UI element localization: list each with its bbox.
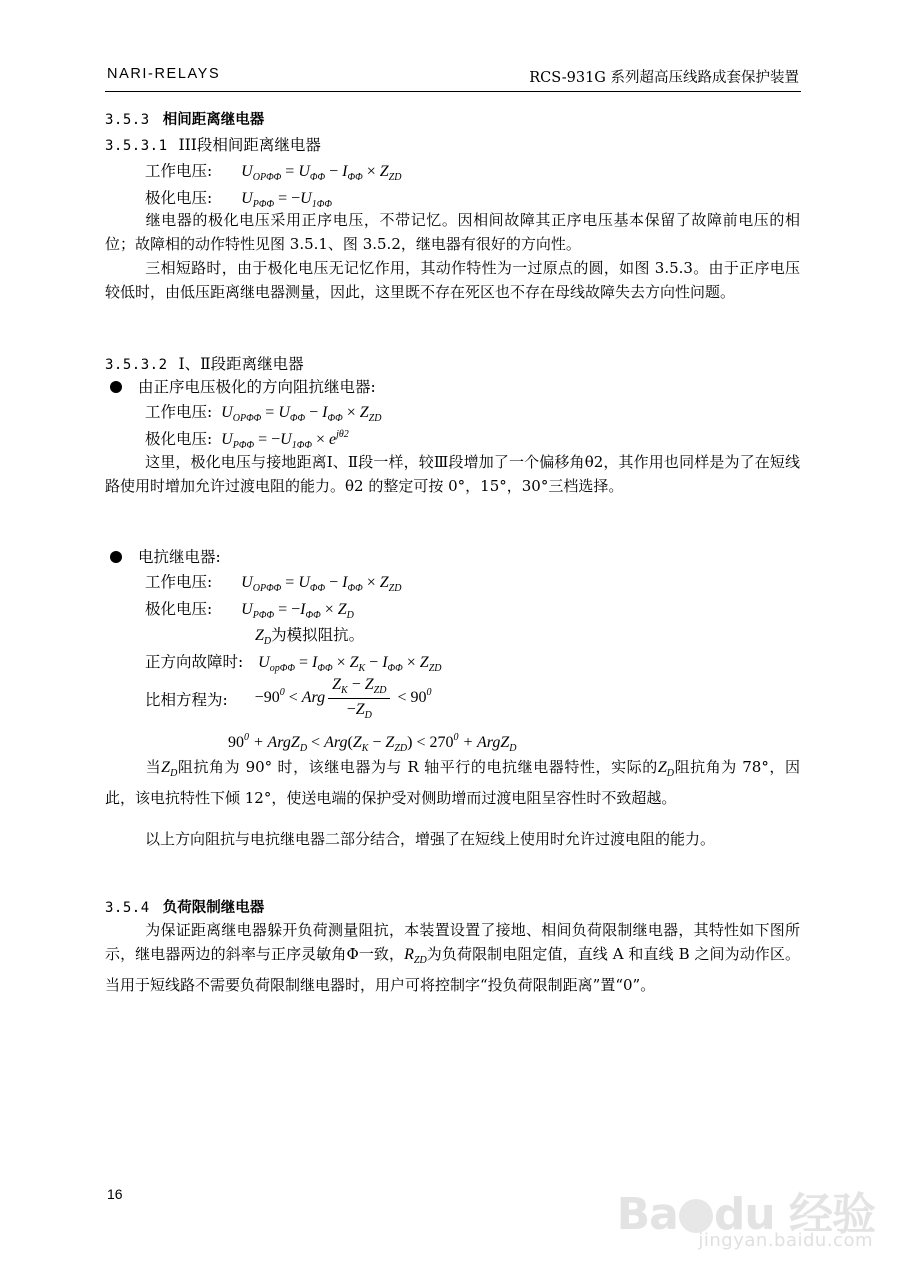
page-number: 16: [107, 1186, 123, 1202]
paragraph: 以上方向阻抗与电抗继电器二部分结合，增强了在短线上使用时允许过渡电阻的能力。: [145, 830, 716, 848]
formula-forward-fault: [145, 650, 442, 674]
watermark-logo: Ba du 经验: [616, 1189, 875, 1240]
formula-work-voltage-3: [145, 159, 401, 183]
section-number: 3.5.4: [105, 900, 150, 916]
formula-pol-voltage-3: [145, 186, 332, 210]
bullet-icon: [110, 551, 122, 563]
paw-icon: [679, 1199, 713, 1233]
header-right: RCS-931G 系列超高压线路成套保护装置: [529, 70, 799, 86]
paragraph: 这里，极化电压与接地距离Ⅰ、Ⅱ段一样，较Ⅲ段增加了一个偏移角θ2，其作用也同样是为了在短线路使用时增加允许过渡电阻的能力。θ2 的整定可按 0°，15°，30°三档选择。: [105, 453, 800, 495]
formula-work-voltage-12: [145, 400, 381, 424]
formula-label: 工作电压:: [145, 403, 213, 421]
section-title: 负荷限制继电器: [162, 900, 265, 916]
paragraph: 三相短路时，由于极化电压无记忆作用，其动作特性为一过原点的圆，如图 3.5.3。由于正序电压较低时，由低压距离继电器测量，因此，这里既不存在死区也不存在母线故障失去方向性问题。: [105, 259, 800, 301]
formula-expression: $U_{OP\Phi\Phi} = U_{\Phi\Phi} - I_{\Phi\Phi} \times Z_{ZD}$: [241, 163, 402, 183]
subsection-title: Ⅰ、Ⅱ段距离继电器: [178, 355, 304, 373]
formula-arg-range: [228, 732, 517, 754]
formula-label: 正方向故障时:: [145, 653, 244, 671]
section-number: 3.5.3: [105, 112, 150, 128]
section-heading-3-5-3: [105, 108, 264, 129]
formula-expression: $U_{OP\Phi\Phi} = U_{\Phi\Phi} - I_{\Phi\Phi} \times Z_{ZD}$: [221, 404, 382, 424]
formula-label: 极化电压:: [145, 600, 213, 618]
bullet-item: 电抗继电器:: [110, 545, 221, 567]
formula-reactance-work: [145, 570, 401, 594]
formula-reactance-pol: [145, 597, 354, 621]
formula-label: 比相方程为:: [145, 690, 228, 709]
formula-label: 工作电压:: [145, 573, 213, 591]
baidu-jingyan-watermark: [616, 1178, 875, 1251]
paragraph: 继电器的极化电压采用正序电压，不带记忆。因相间故障其正序电压基本保留了故障前电压的相位；故障相的动作特性见图 3.5.1、图 3.5.2，继电器有很好的方向性。: [105, 211, 800, 253]
bullet-icon: [110, 381, 122, 393]
formula-expression: $-90^0$ < Arg $\frac{Z_K - Z_{ZD}}{-Z_D}$ < $90^0$: [254, 676, 432, 721]
bullet-item: 由正序电压极化的方向阻抗继电器:: [110, 375, 376, 397]
paragraph: 当$Z_D$阻抗角为 90° 时，该继电器为与 R 轴平行的电抗继电器特性，实际的$Z_D$阻抗角为 78°，因此，该电抗特性下倾 12°，使送电端的保护受对侧助增而过渡电阻呈容性时不致超越。: [105, 758, 800, 807]
section-title: 相间距离继电器: [162, 112, 265, 128]
header-left: NARI-RELAYS: [107, 66, 221, 82]
formula-expression: $90^0$ + ArgZ$_D$ < $Arg(Z_K - Z_{ZD}) < 270^0$ + ArgZ$_D$: [228, 732, 517, 754]
formula-pol-voltage-12: [145, 427, 349, 451]
fraction: $\frac{Z_K - Z_{ZD}}{-Z_D}$: [328, 676, 390, 721]
subsection-heading-3-5-3-2: [105, 352, 304, 374]
formula-label: 极化电压:: [145, 430, 213, 448]
header-rule: [105, 91, 801, 92]
section-heading-3-5-4: [105, 896, 264, 917]
formula-label: 工作电压:: [145, 162, 213, 180]
formula-expression: $U_{P\Phi\Phi} = -I_{\Phi\Phi} \times Z_D$: [241, 601, 354, 621]
formula-label: 极化电压:: [145, 189, 213, 207]
formula-expression: $U_{P\Phi\Phi} = -U_{1\Phi\Phi} \times e^{j\theta 2}$: [221, 429, 349, 451]
formula-expression: $U_{P\Phi\Phi} = -U_{1\Phi\Phi}$: [241, 190, 332, 210]
subsection-number: 3.5.3.2: [105, 357, 168, 373]
watermark-url: jingyan.baidu.com: [698, 1230, 873, 1251]
subsection-heading-3-5-3-1: [105, 133, 321, 155]
formula-expression: $U_{OP\Phi\Phi} = U_{\Phi\Phi} - I_{\Phi\Phi} \times Z_{ZD}$: [241, 574, 402, 594]
formula-expression: $U_{op\Phi\Phi} = I_{\Phi\Phi} \times Z_K - I_{\Phi\Phi} \times Z_{ZD}$: [258, 654, 442, 674]
paragraph: 为保证距离继电器躲开负荷测量阻抗，本装置设置了接地、相间负荷限制继电器，其特性如下图所示，继电器两边的斜率与正序灵敏角Φ一致，$R_{ZD}$为负荷限制电阻定值，直线 A 和直线 B 之间为动作区。当用于短线路不需要负荷限制继电器时，用户可将控制字“投负荷限制距离”置“0”。: [105, 921, 800, 994]
zd-note: $Z_D$为模拟阻抗。: [255, 626, 365, 647]
subsection-title: III段相间距离继电器: [178, 136, 321, 154]
subsection-number: 3.5.3.1: [105, 138, 168, 154]
formula-phase-compare: [145, 676, 431, 722]
